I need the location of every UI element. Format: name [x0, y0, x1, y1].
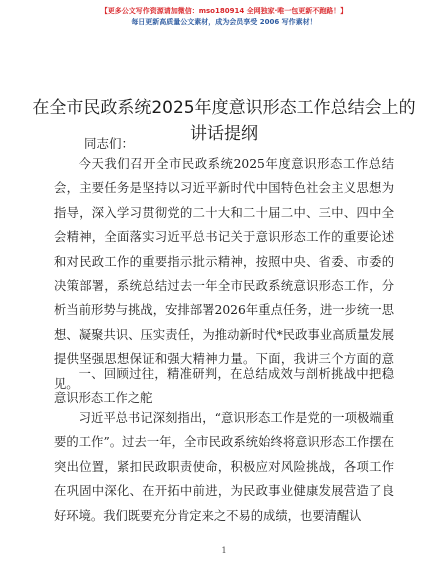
paragraph-section-1: 习近平总书记深刻指出，“意识形态工作是党的一项极端重要的工作”。过去一年，全市民政系统始终将意识形态工作摆在突出位置，紧扣民政职责使命，积极应对风险挑战，各项工作在巩固中深化、在开拓中前进，为民政事业健康发展营造了良好环境。我们既要充分肯定来之不易的成绩，也要清醒认	[54, 411, 394, 523]
paragraph-intro: 今天我们召开全市民政系统2025年度意识形态工作总结会，主要任务是坚持以习近平新时代中国特色社会主义思想为指导，深入学习贯彻党的二十大和二十届二中、三中、四中全会精神，全面落实习近平总书记关于意识形态工作的重要论述和对民政工作的重要指示批示精神，按照中央、省委、市委的决策部署，系统总结过去一年全市民政系统意识形态工作，分析当前形势与挑战，安排部署2026年重点任务，进一步统一思想、凝聚共识、压实责任，为推动新时代*民政事业高质量发展提供坚强思想保证和强大精神力量。下面，我讲三个方面的意见。	[54, 157, 394, 391]
page-number: 1	[221, 546, 227, 555]
salutation: 同志们：	[84, 136, 135, 151]
promo-banner-line2: 每日更新高质量公文素材，成为会员享受 2006 写作素材！	[131, 18, 317, 26]
section-heading-1: 一、回顾过往，精准研判，在总结成效与剖析挑战中把稳意识形态工作之舵	[54, 367, 394, 406]
promo-banner-line1: 【更多公文写作资源请加微信：mso180914 全网独家·唯一包更新不跑路！】	[100, 7, 348, 15]
document-title: 在全市民政系统2025年度意识形态工作总结会上的讲话提纲	[32, 98, 416, 144]
promo-banner	[0, 6, 448, 28]
